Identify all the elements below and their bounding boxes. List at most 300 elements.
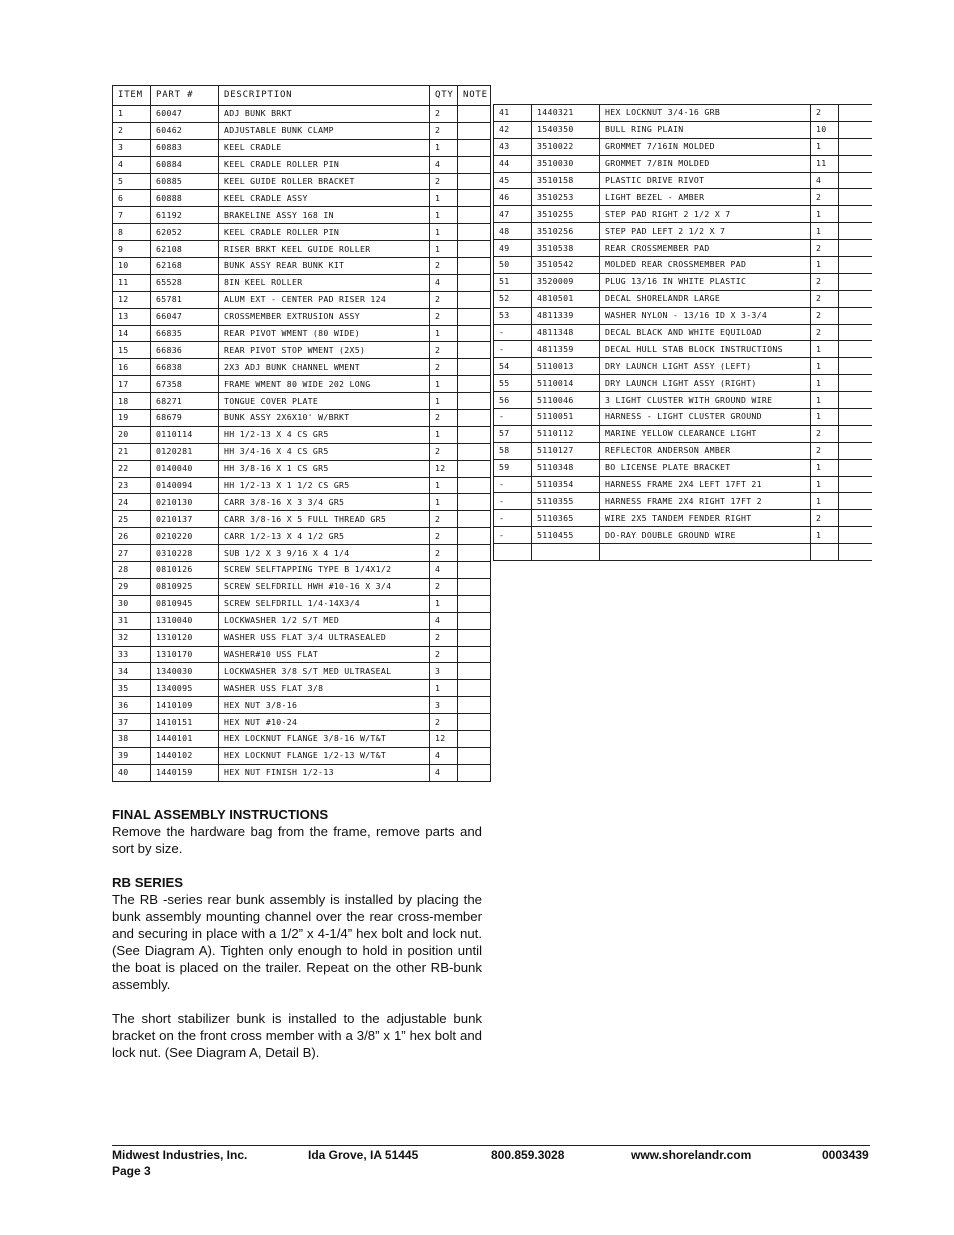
cell-qty: 10 [811,121,839,138]
cell-item: 23 [113,477,151,494]
cell-part-number: 1440321 [532,105,600,122]
cell-description: HH 1/2-13 X 1 1/2 CS GR5 [219,477,430,494]
cell-part-number: 5110455 [532,527,600,544]
cell-note [458,629,491,646]
cell-item: 12 [113,291,151,308]
cell-part-number: 66838 [151,359,219,376]
cell-part-number: 0210220 [151,528,219,545]
cell-item: 45 [494,172,532,189]
cell-description: KEEL CRADLE [219,139,430,156]
footer-website: www.shorelandr.com [631,1148,752,1162]
header-note: NOTE [458,86,491,106]
cell-description: LOCKWASHER 1/2 S/T MED [219,612,430,629]
cell-item: 41 [494,105,532,122]
cell-note [458,274,491,291]
table-row [494,240,872,257]
cell-item: 28 [113,562,151,579]
cell-note [839,273,872,290]
cell-description: MARINE YELLOW CLEARANCE LIGHT [600,425,811,442]
cell-note [458,207,491,224]
cell-note [839,307,872,324]
cell-note [839,172,872,189]
cell-item: - [494,476,532,493]
table-row [113,629,491,646]
footer-page: Page 3 [112,1164,151,1178]
cell-description: BUNK ASSY 2X6X10' W/BRKT [219,410,430,427]
cell-description: RISER BRKT KEEL GUIDE ROLLER [219,241,430,258]
cell-part-number: 0210137 [151,511,219,528]
cell-item: 51 [494,273,532,290]
cell-part-number: 66835 [151,325,219,342]
cell-item: 55 [494,375,532,392]
cell-part-number: 0810925 [151,578,219,595]
cell-item: 14 [113,325,151,342]
table-row [113,291,491,308]
table-row [113,359,491,376]
cell-item: 42 [494,121,532,138]
cell-item: 20 [113,426,151,443]
table-row [494,172,872,189]
cell-part-number: 3510538 [532,240,600,257]
cell-part-number: 0140094 [151,477,219,494]
cell-qty: 1 [430,393,458,410]
cell-item: 53 [494,307,532,324]
cell-part-number: 60885 [151,173,219,190]
table-row [113,646,491,663]
cell-qty: 1 [430,139,458,156]
cell-note [458,460,491,477]
cell-note [458,595,491,612]
cell-item: 43 [494,138,532,155]
table-row [113,443,491,460]
table-row [113,477,491,494]
table-row [113,224,491,241]
table-row [494,290,872,307]
cell-part-number: 1340030 [151,663,219,680]
cell-part-number: 62052 [151,224,219,241]
cell-description: CARR 1/2-13 X 4 1/2 GR5 [219,528,430,545]
cell-qty: 4 [430,747,458,764]
cell-note [458,190,491,207]
table-row [113,325,491,342]
cell-description: 8IN KEEL ROLLER [219,274,430,291]
cell-qty: 2 [430,528,458,545]
cell-description: REAR PIVOT WMENT (80 WIDE) [219,325,430,342]
cell-note [839,341,872,358]
footer-divider [112,1145,870,1146]
cell-qty: 4 [430,612,458,629]
cell-note [458,122,491,139]
table-row [494,189,872,206]
cell-description: KEEL CRADLE ASSY [219,190,430,207]
cell-item: 30 [113,595,151,612]
cell-note [839,155,872,172]
footer-phone: 800.859.3028 [491,1148,565,1162]
cell-part-number: 3510542 [532,257,600,274]
cell-item: 2 [113,122,151,139]
cell-note [458,139,491,156]
cell-item: - [494,527,532,544]
cell-part-number: 5110365 [532,510,600,527]
table-row [113,578,491,595]
cell-note [458,359,491,376]
cell-description: CARR 3/8-16 X 3 3/4 GR5 [219,494,430,511]
cell-qty: 1 [811,527,839,544]
table-row [113,663,491,680]
cell-item [494,544,532,561]
table-row [494,273,872,290]
table-row [494,392,872,409]
cell-item: 9 [113,241,151,258]
cell-description: GROMMET 7/16IN MOLDED [600,138,811,155]
table-row [113,426,491,443]
cell-part-number: 60883 [151,139,219,156]
cell-item: 49 [494,240,532,257]
cell-note [839,121,872,138]
cell-part-number: 1340095 [151,680,219,697]
cell-description: STEP PAD LEFT 2 1/2 X 7 [600,223,811,240]
table-row [494,307,872,324]
cell-note [839,358,872,375]
cell-description: KEEL CRADLE ROLLER PIN [219,224,430,241]
table-row [113,460,491,477]
table-row [113,714,491,731]
cell-description: LIGHT BEZEL - AMBER [600,189,811,206]
cell-description: BO LICENSE PLATE BRACKET [600,459,811,476]
cell-qty: 2 [811,240,839,257]
table-row [494,493,872,510]
cell-note [458,173,491,190]
cell-description: DECAL SHORELANDR LARGE [600,290,811,307]
parts-table-right [493,104,872,561]
cell-item: 54 [494,358,532,375]
cell-description: CARR 3/8-16 X 5 FULL THREAD GR5 [219,511,430,528]
table-header-row [113,86,491,106]
cell-part-number: 60888 [151,190,219,207]
cell-qty: 1 [430,376,458,393]
cell-note [458,241,491,258]
cell-description: REAR PIVOT STOP WMENT (2X5) [219,342,430,359]
cell-note [458,545,491,562]
parts-table-left [112,85,491,782]
cell-item: 10 [113,258,151,275]
table-row [494,544,872,561]
cell-part-number: 5110013 [532,358,600,375]
cell-part-number: 61192 [151,207,219,224]
cell-qty: 11 [811,155,839,172]
cell-description: HEX LOCKNUT FLANGE 3/8-16 W/T&T [219,730,430,747]
cell-note [458,680,491,697]
cell-part-number: 1440159 [151,764,219,781]
cell-description: PLUG 13/16 IN WHITE PLASTIC [600,273,811,290]
cell-description: GROMMET 7/8IN MOLDED [600,155,811,172]
cell-part-number: 4810501 [532,290,600,307]
table-row [494,223,872,240]
cell-note [839,527,872,544]
cell-part-number: 5110051 [532,409,600,426]
cell-qty: 1 [811,493,839,510]
table-row [113,545,491,562]
cell-note [458,106,491,123]
cell-note [458,697,491,714]
cell-part-number: 3510256 [532,223,600,240]
cell-qty: 2 [430,511,458,528]
cell-note [458,764,491,781]
cell-item: - [494,409,532,426]
cell-qty: 1 [430,241,458,258]
table-row [113,376,491,393]
cell-item: 56 [494,392,532,409]
cell-description: SCREW SELFTAPPING TYPE B 1/4X1/2 [219,562,430,579]
cell-part-number: 0140040 [151,460,219,477]
cell-part-number: 60462 [151,122,219,139]
cell-part-number: 4811339 [532,307,600,324]
cell-qty: 2 [811,290,839,307]
table-row [494,121,872,138]
cell-description: 2X3 ADJ BUNK CHANNEL WMENT [219,359,430,376]
cell-item: 24 [113,494,151,511]
cell-item: 3 [113,139,151,156]
table-row [113,173,491,190]
table-row [113,241,491,258]
cell-item: 47 [494,206,532,223]
table-row [113,511,491,528]
cell-item: 32 [113,629,151,646]
cell-note [839,459,872,476]
table-row [113,612,491,629]
cell-qty: 2 [430,578,458,595]
final-assembly-text: Remove the hardware bag from the frame, remove parts and sort by size. [112,824,482,856]
cell-part-number: 1410109 [151,697,219,714]
cell-description: HH 3/8-16 X 1 CS GR5 [219,460,430,477]
cell-qty: 2 [811,105,839,122]
cell-note [839,257,872,274]
cell-note [839,138,872,155]
cell-qty: 4 [430,562,458,579]
cell-note [839,544,872,561]
cell-item: 27 [113,545,151,562]
cell-qty: 1 [811,476,839,493]
table-row [494,341,872,358]
cell-note [839,476,872,493]
table-row [113,730,491,747]
rb-series-text-2: The short stabilizer bunk is installed to the adjustable bunk bracket on the front cross member with a 3/8” x 1” hex bolt and lock nut. (See Diagram A, Detail B). [112,1011,482,1060]
cell-note [458,578,491,595]
cell-description: CROSSMEMBER EXTRUSION ASSY [219,308,430,325]
table-row [113,595,491,612]
table-row [494,358,872,375]
cell-item: 7 [113,207,151,224]
cell-qty: 2 [430,106,458,123]
cell-note [839,105,872,122]
table-row [113,562,491,579]
cell-item: 46 [494,189,532,206]
cell-qty: 1 [811,392,839,409]
cell-item: 15 [113,342,151,359]
table-row [494,206,872,223]
cell-part-number: 66047 [151,308,219,325]
cell-description: HEX NUT FINISH 1/2-13 [219,764,430,781]
cell-description: WASHER USS FLAT 3/4 ULTRASEALED [219,629,430,646]
cell-item: 19 [113,410,151,427]
cell-note [839,425,872,442]
cell-part-number: 65781 [151,291,219,308]
cell-qty: 1 [430,680,458,697]
cell-part-number: 1410151 [151,714,219,731]
instructions-section [112,806,482,1061]
cell-note [839,223,872,240]
cell-item: 29 [113,578,151,595]
cell-part-number: 5110112 [532,425,600,442]
footer-doc-number: 0003439 [822,1148,869,1162]
cell-part-number: 0810945 [151,595,219,612]
cell-note [458,308,491,325]
footer-city: Ida Grove, IA 51445 [308,1148,419,1162]
cell-item: 25 [113,511,151,528]
cell-note [839,290,872,307]
cell-item: 38 [113,730,151,747]
cell-qty: 2 [811,307,839,324]
cell-qty: 2 [811,425,839,442]
cell-part-number: 0120281 [151,443,219,460]
cell-part-number: 3510253 [532,189,600,206]
cell-part-number: 62168 [151,258,219,275]
cell-qty [811,544,839,561]
table-row [494,425,872,442]
footer-left [112,1147,247,1179]
cell-description: DO-RAY DOUBLE GROUND WIRE [600,527,811,544]
cell-qty: 1 [811,257,839,274]
cell-item: 22 [113,460,151,477]
footer-company: Midwest Industries, Inc. [112,1148,248,1162]
cell-note [839,392,872,409]
cell-qty: 2 [430,122,458,139]
cell-qty: 1 [430,325,458,342]
cell-note [839,189,872,206]
cell-description: HEX NUT #10-24 [219,714,430,731]
cell-qty: 4 [430,764,458,781]
cell-description: HEX LOCKNUT FLANGE 1/2-13 W/T&T [219,747,430,764]
cell-qty: 1 [430,426,458,443]
table-row [113,139,491,156]
cell-part-number: 5110046 [532,392,600,409]
cell-item: 1 [113,106,151,123]
cell-description: WASHER#10 USS FLAT [219,646,430,663]
cell-item: 52 [494,290,532,307]
table-row [494,459,872,476]
cell-qty: 3 [430,663,458,680]
table-row [494,138,872,155]
cell-item: 16 [113,359,151,376]
cell-part-number: 3510022 [532,138,600,155]
cell-note [839,510,872,527]
cell-part-number: 67358 [151,376,219,393]
table-row [113,274,491,291]
cell-description: SCREW SELFDRILL HWH #10-16 X 3/4 [219,578,430,595]
cell-part-number: 1540350 [532,121,600,138]
cell-item: 57 [494,425,532,442]
table-row [113,410,491,427]
cell-description: DECAL HULL STAB BLOCK INSTRUCTIONS [600,341,811,358]
cell-part-number: 68679 [151,410,219,427]
cell-item: 11 [113,274,151,291]
cell-item: 4 [113,156,151,173]
cell-description: DECAL BLACK AND WHITE EQUILOAD [600,324,811,341]
cell-qty: 1 [811,459,839,476]
cell-note [458,562,491,579]
cell-item: 37 [113,714,151,731]
cell-note [458,730,491,747]
table-row [113,697,491,714]
cell-description: WASHER USS FLAT 3/8 [219,680,430,697]
table-row [113,494,491,511]
table-row [494,257,872,274]
cell-qty: 2 [811,189,839,206]
cell-description: TONGUE COVER PLATE [219,393,430,410]
cell-note [839,206,872,223]
cell-qty: 1 [811,341,839,358]
cell-note [458,342,491,359]
cell-qty: 4 [811,172,839,189]
cell-qty: 1 [430,595,458,612]
cell-part-number [532,544,600,561]
cell-qty: 4 [430,274,458,291]
cell-qty: 2 [430,714,458,731]
cell-note [458,646,491,663]
cell-description: HARNESS FRAME 2X4 LEFT 17FT 21 [600,476,811,493]
cell-qty: 1 [811,375,839,392]
cell-description: STEP PAD RIGHT 2 1/2 X 7 [600,206,811,223]
table-row [113,106,491,123]
cell-note [458,511,491,528]
cell-part-number: 1440102 [151,747,219,764]
header-description: DESCRIPTION [219,86,430,106]
table-row [113,156,491,173]
cell-description: FRAME WMENT 80 WIDE 202 LONG [219,376,430,393]
cell-part-number: 4811359 [532,341,600,358]
cell-part-number: 3510255 [532,206,600,223]
cell-description: ALUM EXT - CENTER PAD RISER 124 [219,291,430,308]
cell-part-number: 4811348 [532,324,600,341]
cell-part-number: 1310120 [151,629,219,646]
cell-qty: 2 [811,442,839,459]
cell-part-number: 1310170 [151,646,219,663]
cell-qty: 1 [430,190,458,207]
table-row [113,258,491,275]
cell-description: KEEL CRADLE ROLLER PIN [219,156,430,173]
cell-note [839,493,872,510]
cell-item: 18 [113,393,151,410]
table-row [494,527,872,544]
cell-description: ADJUSTABLE BUNK CLAMP [219,122,430,139]
cell-description: HH 1/2-13 X 4 CS GR5 [219,426,430,443]
cell-qty: 1 [430,477,458,494]
cell-note [458,325,491,342]
cell-qty: 2 [430,342,458,359]
cell-qty: 1 [811,358,839,375]
cell-qty: 1 [811,223,839,240]
table-row [113,528,491,545]
cell-item: 5 [113,173,151,190]
table-row [113,122,491,139]
cell-part-number: 60884 [151,156,219,173]
cell-note [458,291,491,308]
cell-part-number: 3510158 [532,172,600,189]
cell-item: 35 [113,680,151,697]
cell-note [839,442,872,459]
cell-item: 40 [113,764,151,781]
cell-note [458,494,491,511]
